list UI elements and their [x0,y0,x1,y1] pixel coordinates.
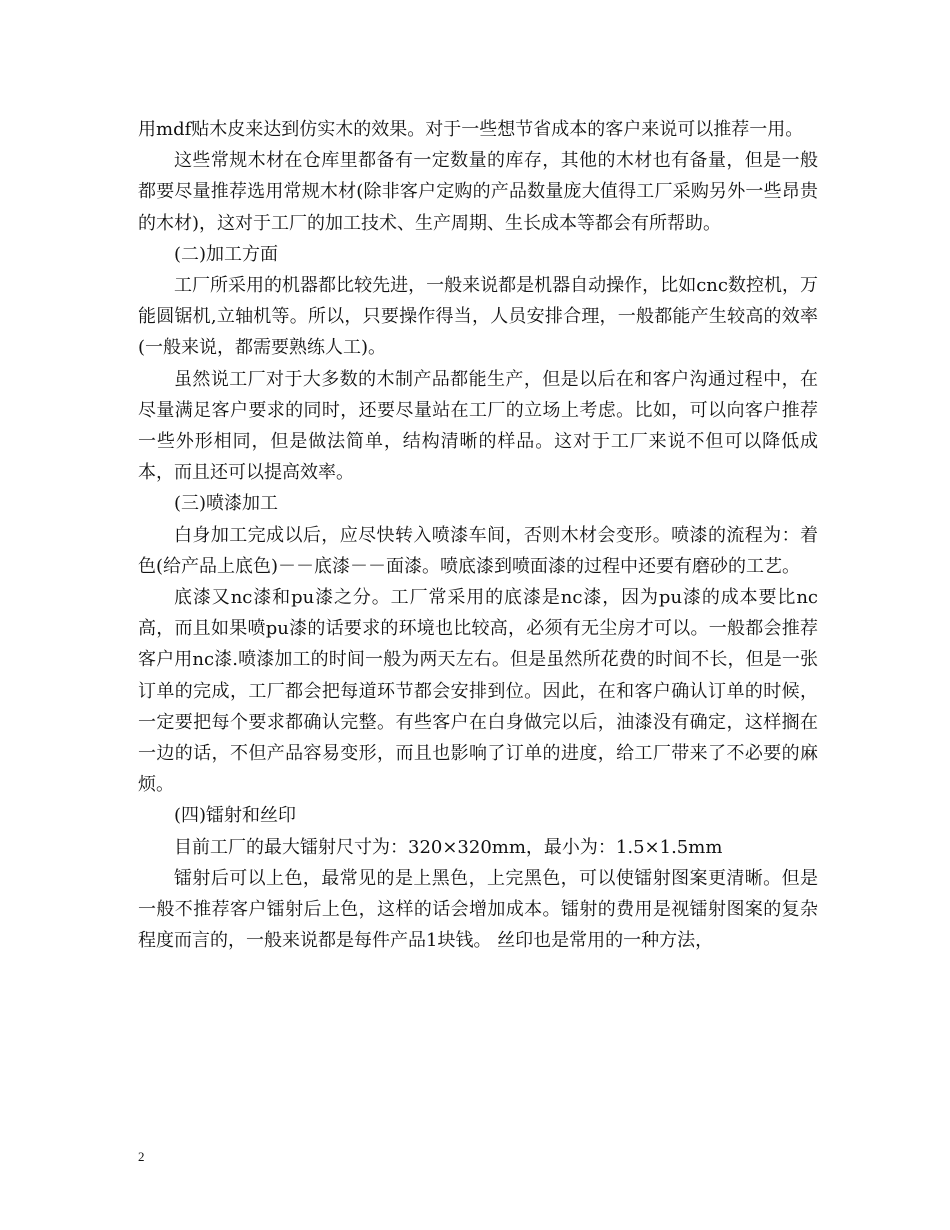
paragraph: 用mdf贴木皮来达到仿实木的效果。对于一些想节省成本的客户来说可以推荐一用。 [138,119,804,140]
page-number: 2 [138,1149,145,1164]
section-heading: (三)喷漆加工 [174,493,279,515]
paragraph: 这些常规木材在仓库里都备有一定数量的库存，其他的木材也有备量，但是一般都要尽量推荐选用常规木材(除非客户定购的产品数量庞大值得工厂采购另外一些昂贵的木材)，这对于工厂的加工技术、生产周期、生长成本等都会有所帮助。 [138,150,818,234]
paragraph: 虽然说工厂对于大多数的木制产品都能生产，但是以后在和客户沟通过程中，在尽量满足客户要求的同时，还要尽量站在工厂的立场上考虑。比如，可以向客户推荐一些外形相同，但是做法简单，结构清晰的样品。这对于工厂来说不但可以降低成本，而且还可以提高效率。 [138,368,818,484]
section-heading: (四)镭射和丝印 [174,805,297,827]
paragraph: 工厂所采用的机器都比较先进，一般来说都是机器自动操作，比如cnc数控机，万能圆锯机,立轴机等。所以，只要操作得当，人员安排合理，一般都能产生较高的效率(一般来说，都需要熟练人工)。 [138,275,818,359]
paragraph: 白身加工完成以后，应尽快转入喷漆车间，否则木材会变形。喷漆的流程为：着色(给产品上底色)－－底漆－－面漆。喷底漆到喷面漆的过程中还要有磨砂的工艺。 [138,524,818,577]
paragraph: 镭射后可以上色，最常见的是上黑色，上完黑色，可以使镭射图案更清晰。但是一般不推荐客户镭射后上色，这样的话会增加成本。镭射的费用是视镭射图案的复杂程度而言的，一般来说都是每件产品1块钱。 丝印也是常用的一种方法， [138,867,818,952]
document-body [138,114,818,956]
paragraph: 目前工厂的最大镭射尺寸为：320×320mm，最小为：1.5×1.5mm [174,836,723,858]
section-heading: (二)加工方面 [174,243,279,265]
paragraph: 底漆又nc漆和pu漆之分。工厂常采用的底漆是nc漆，因为pu漆的成本要比nc高，而且如果喷pu漆的话要求的环境也比较高，必须有无尘房才可以。一般都会推荐客户用nc漆.喷漆加工的时间一般为两天左右。但是虽然所花费的时间不长，但是一张订单的完成，工厂都会把每道环节都会安排到位。因此，在和客户确认订单的时候，一定要把每个要求都确认完整。有些客户在白身做完以后，油漆没有确定，这样搁在一边的话，不但产品容易变形，而且也影响了订单的进度，给工厂带来了不必要的麻烦。 [138,587,818,796]
